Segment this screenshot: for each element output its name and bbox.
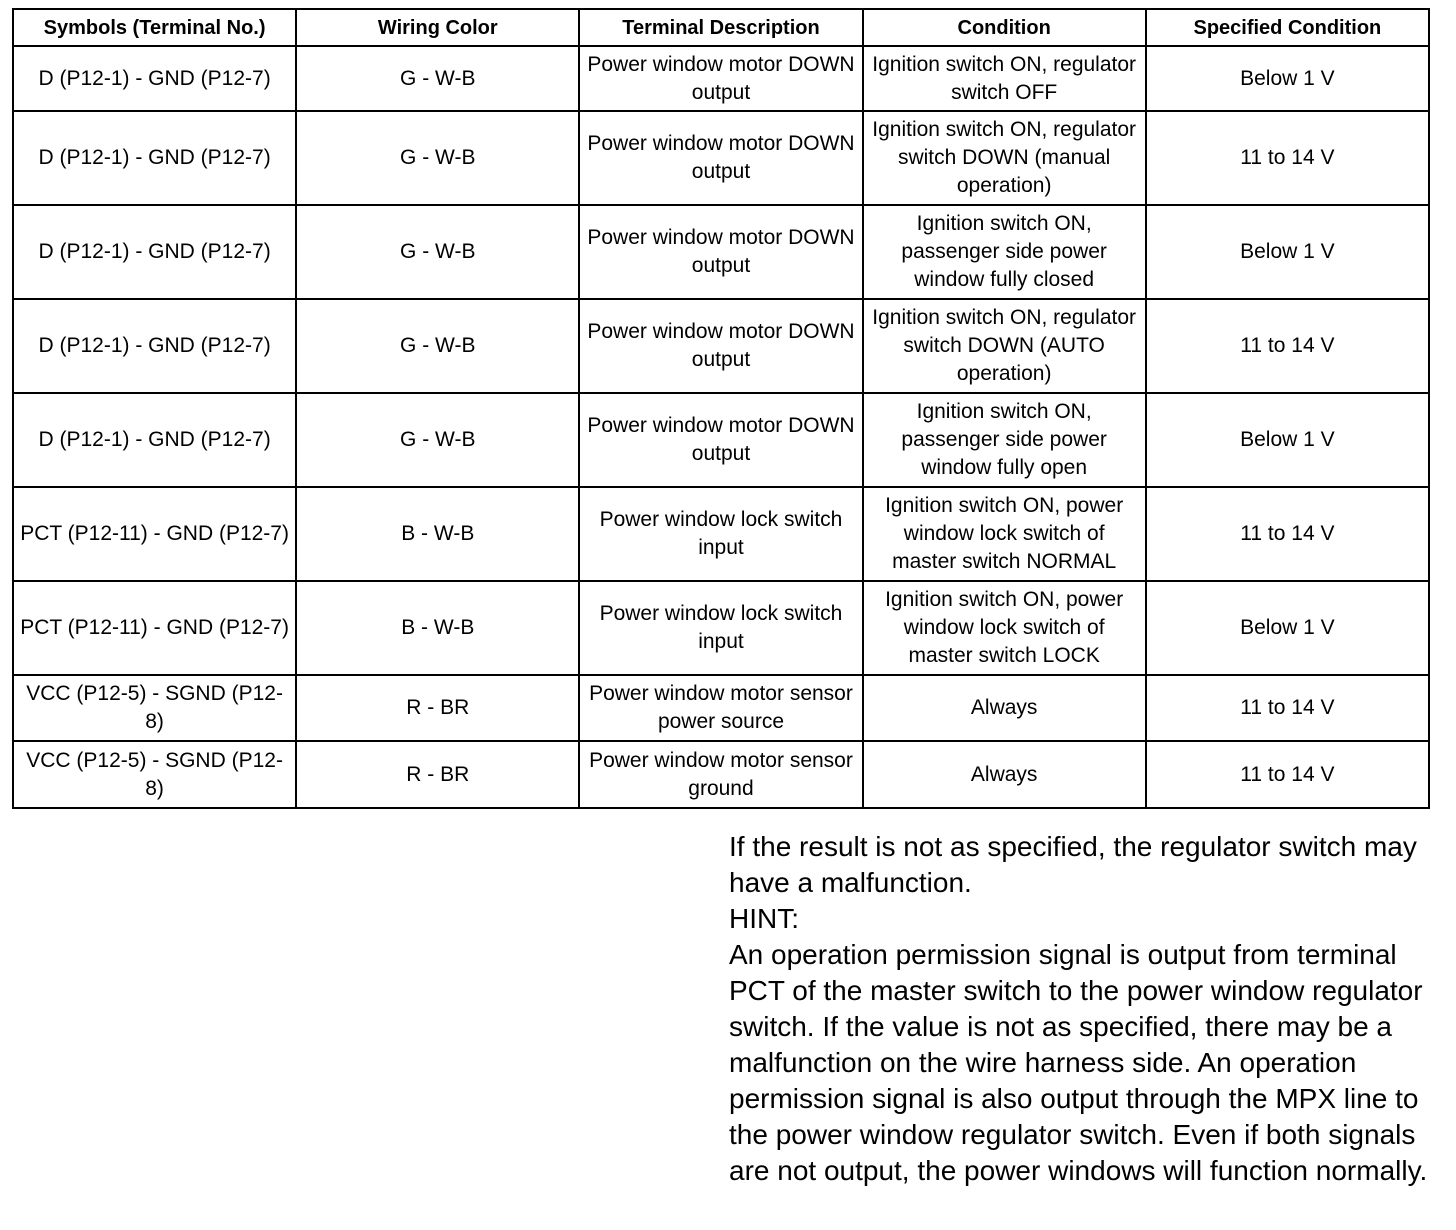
cell-specified-condition: Below 1 V xyxy=(1146,46,1429,111)
cell-condition: Ignition switch ON, power window lock switch of master switch NORMAL xyxy=(863,487,1146,581)
cell-condition: Always xyxy=(863,741,1146,808)
cell-symbols: D (P12-1) - GND (P12-7) xyxy=(13,299,296,393)
cell-condition: Ignition switch ON, regulator switch DOWN (AUTO operation) xyxy=(863,299,1146,393)
cell-terminal-description: Power window motor DOWN output xyxy=(579,111,862,205)
terminal-spec-table xyxy=(12,8,1430,809)
cell-specified-condition: 11 to 14 V xyxy=(1146,111,1429,205)
cell-specified-condition: 11 to 14 V xyxy=(1146,741,1429,808)
result-note: If the result is not as specified, the regulator switch may have a malfunction. xyxy=(729,831,1417,898)
cell-wiring-color: B - W-B xyxy=(296,487,579,581)
cell-wiring-color: B - W-B xyxy=(296,581,579,675)
table-row xyxy=(13,393,1429,487)
table-row xyxy=(13,675,1429,741)
table-row xyxy=(13,46,1429,111)
cell-symbols: D (P12-1) - GND (P12-7) xyxy=(13,393,296,487)
header-terminal-description: Terminal Description xyxy=(579,9,862,46)
header-wiring-color: Wiring Color xyxy=(296,9,579,46)
cell-symbols: PCT (P12-11) - GND (P12-7) xyxy=(13,581,296,675)
cell-wiring-color: G - W-B xyxy=(296,46,579,111)
header-symbols: Symbols (Terminal No.) xyxy=(13,9,296,46)
header-row xyxy=(13,9,1429,46)
cell-condition: Ignition switch ON, regulator switch DOWN (manual operation) xyxy=(863,111,1146,205)
cell-specified-condition: 11 to 14 V xyxy=(1146,675,1429,741)
cell-specified-condition: Below 1 V xyxy=(1146,393,1429,487)
table-row xyxy=(13,111,1429,205)
header-condition: Condition xyxy=(863,9,1146,46)
table-row xyxy=(13,205,1429,299)
cell-terminal-description: Power window motor sensor ground xyxy=(579,741,862,808)
table-row xyxy=(13,487,1429,581)
cell-terminal-description: Power window lock switch input xyxy=(579,487,862,581)
cell-symbols: D (P12-1) - GND (P12-7) xyxy=(13,205,296,299)
table-body xyxy=(13,46,1429,808)
cell-terminal-description: Power window motor DOWN output xyxy=(579,299,862,393)
cell-condition: Ignition switch ON, power window lock switch of master switch LOCK xyxy=(863,581,1146,675)
cell-symbols: D (P12-1) - GND (P12-7) xyxy=(13,111,296,205)
cell-wiring-color: R - BR xyxy=(296,741,579,808)
table-row xyxy=(13,741,1429,808)
hint-label: HINT: xyxy=(729,903,799,934)
cell-specified-condition: 11 to 14 V xyxy=(1146,487,1429,581)
cell-terminal-description: Power window motor DOWN output xyxy=(579,46,862,111)
cell-symbols: D (P12-1) - GND (P12-7) xyxy=(13,46,296,111)
table-header xyxy=(13,9,1429,46)
table-row xyxy=(13,299,1429,393)
cell-condition: Always xyxy=(863,675,1146,741)
table-row xyxy=(13,581,1429,675)
hint-text: An operation permission signal is output from terminal PCT of the master switch to the power window regulator switch. If the value is not as specified, there may be a malfunction on the wire harness side. An operation permission signal is also output through the MPX line to the power window regulator switch. Even if both signals are not output, the power windows will function normally. xyxy=(729,939,1428,1186)
cell-symbols: VCC (P12-5) - SGND (P12-8) xyxy=(13,675,296,741)
cell-terminal-description: Power window motor DOWN output xyxy=(579,393,862,487)
cell-symbols: VCC (P12-5) - SGND (P12-8) xyxy=(13,741,296,808)
cell-specified-condition: 11 to 14 V xyxy=(1146,299,1429,393)
cell-wiring-color: R - BR xyxy=(296,675,579,741)
cell-specified-condition: Below 1 V xyxy=(1146,205,1429,299)
cell-specified-condition: Below 1 V xyxy=(1146,581,1429,675)
cell-condition: Ignition switch ON, regulator switch OFF xyxy=(863,46,1146,111)
cell-condition: Ignition switch ON, passenger side power window fully open xyxy=(863,393,1146,487)
cell-terminal-description: Power window motor sensor power source xyxy=(579,675,862,741)
cell-wiring-color: G - W-B xyxy=(296,393,579,487)
header-specified-condition: Specified Condition xyxy=(1146,9,1429,46)
cell-wiring-color: G - W-B xyxy=(296,111,579,205)
cell-wiring-color: G - W-B xyxy=(296,205,579,299)
notes-block xyxy=(729,829,1441,1189)
cell-symbols: PCT (P12-11) - GND (P12-7) xyxy=(13,487,296,581)
cell-terminal-description: Power window lock switch input xyxy=(579,581,862,675)
cell-wiring-color: G - W-B xyxy=(296,299,579,393)
cell-condition: Ignition switch ON, passenger side power window fully closed xyxy=(863,205,1146,299)
cell-terminal-description: Power window motor DOWN output xyxy=(579,205,862,299)
